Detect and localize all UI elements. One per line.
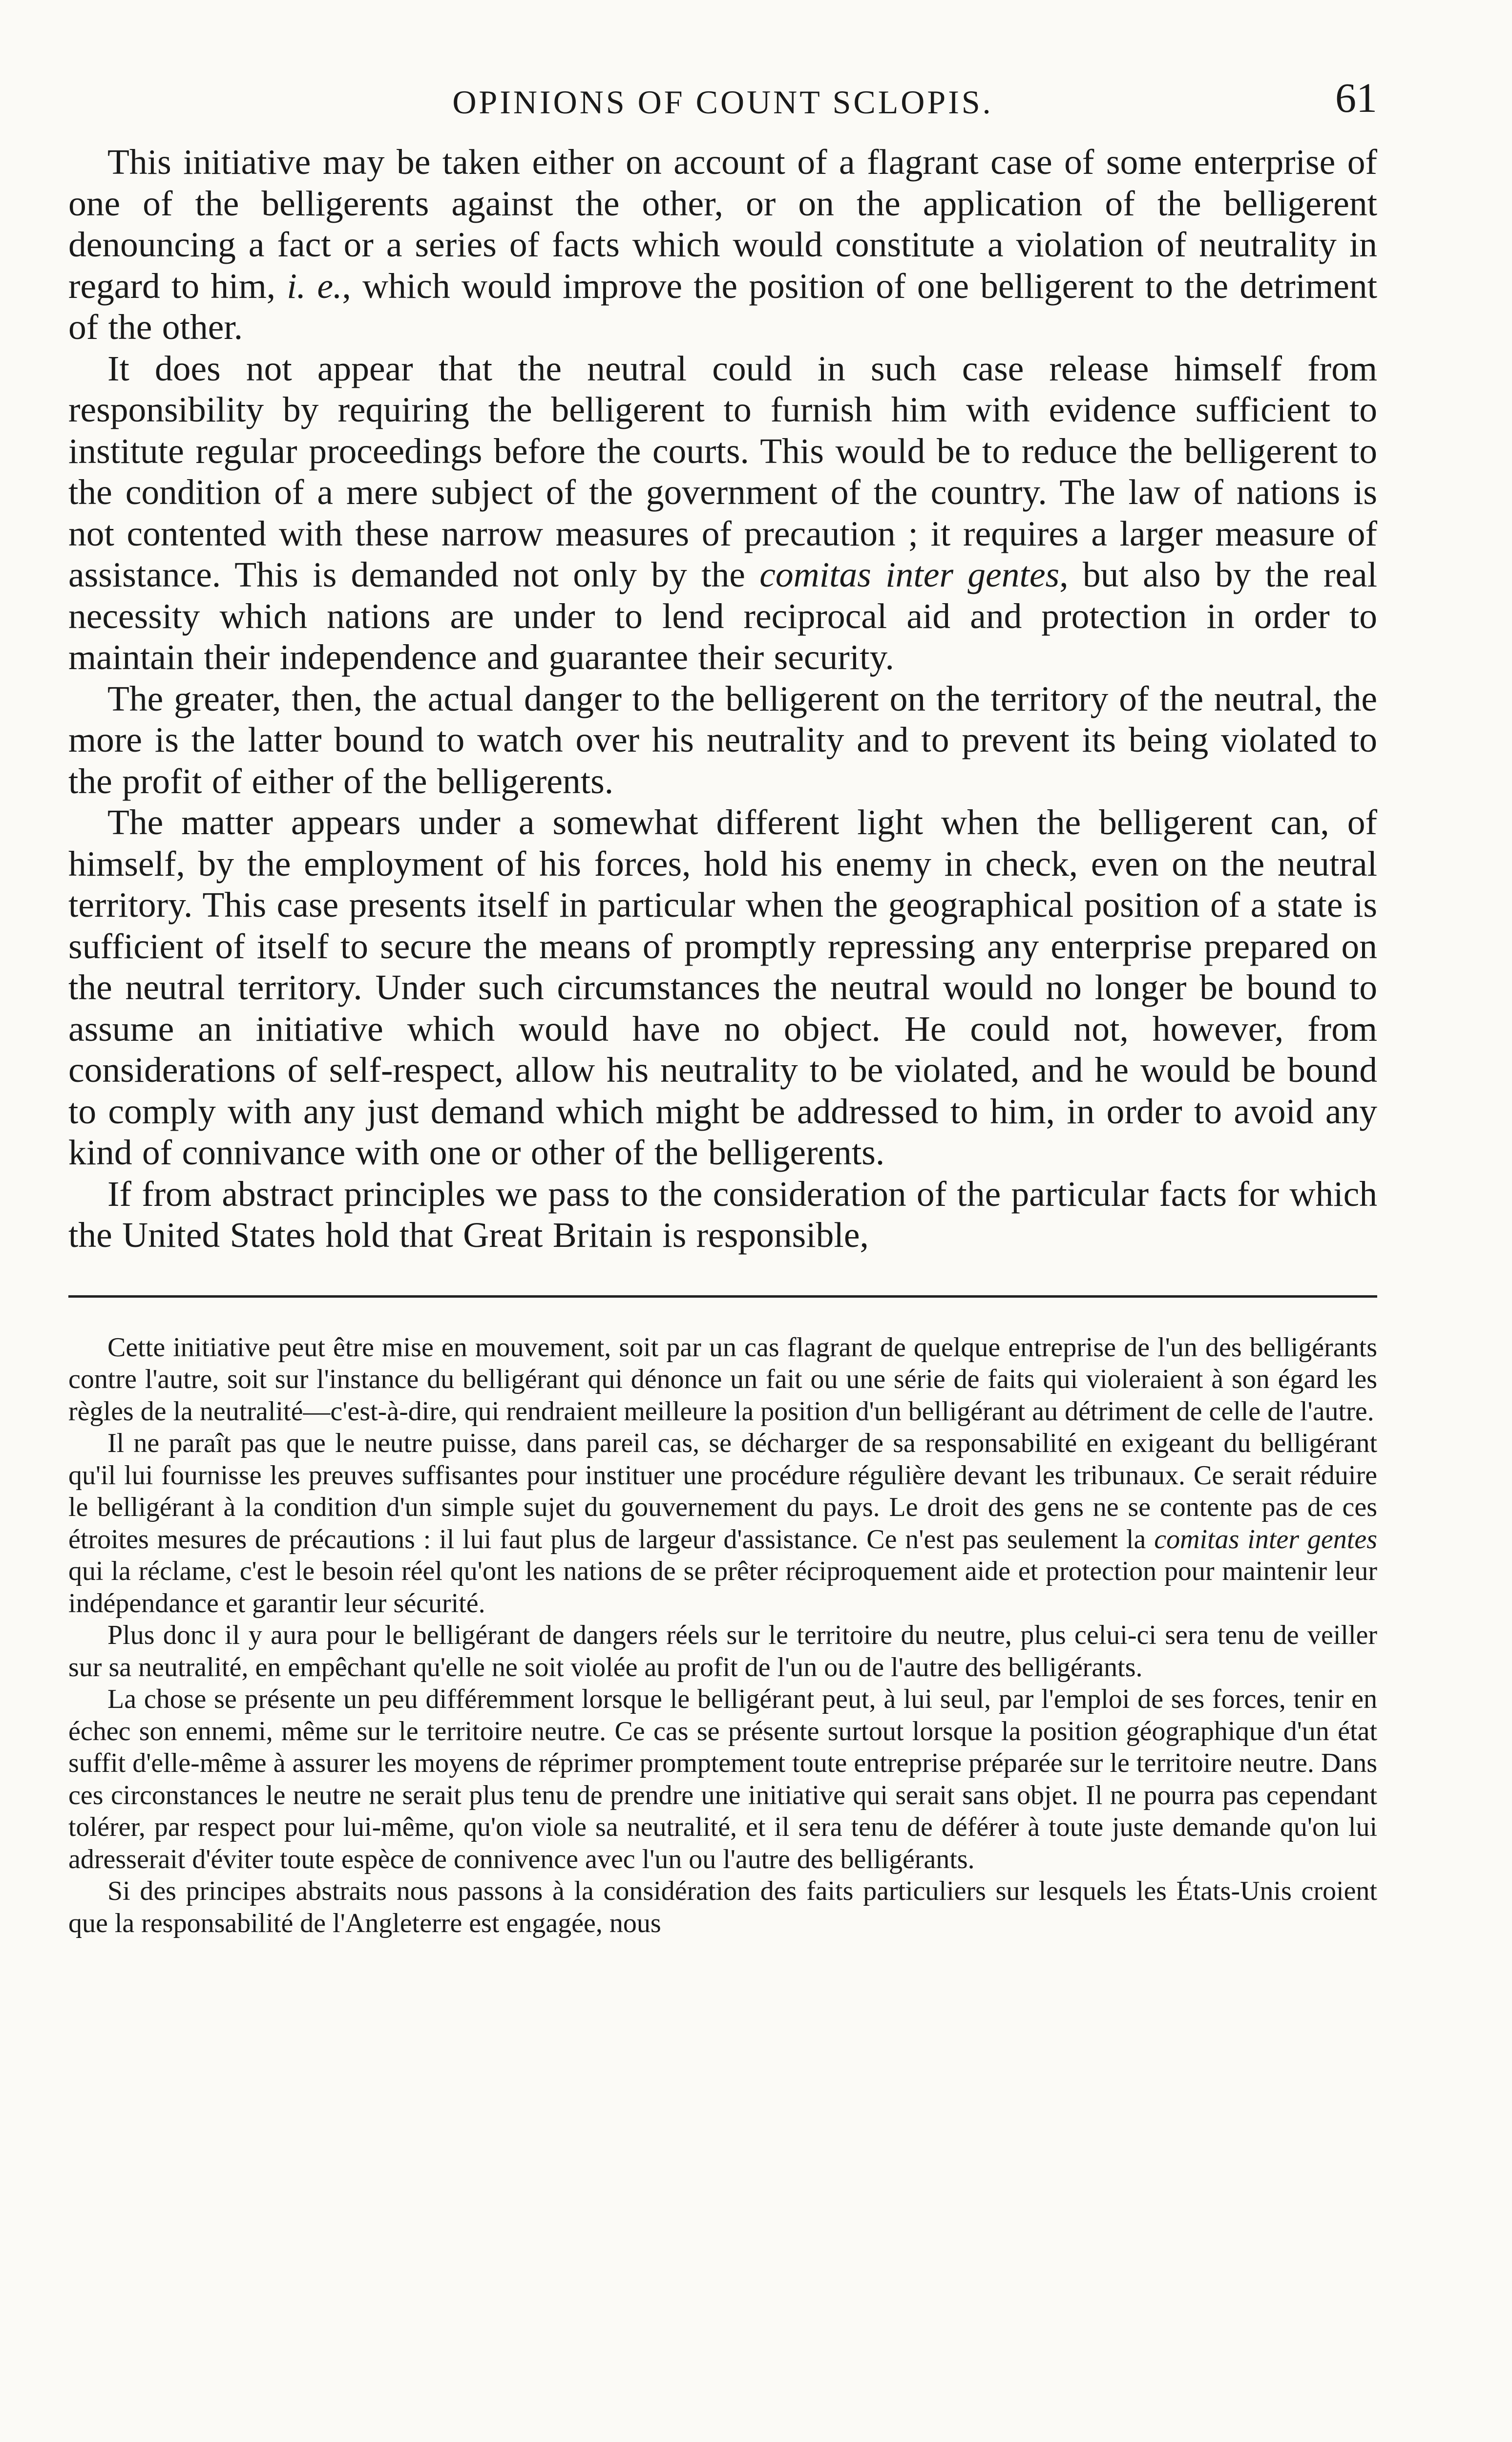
footnote-paragraph: Si des principes abstraits nous passons à la considération des faits particuliers sur lesquels les États-Unis croient que la responsabilité de l'Angleterre est engagée, nous [68,1876,1377,1938]
document-page [68,68,1377,2442]
main-text [68,142,1377,1256]
footnote-paragraph: Cette initiative peut être mise en mouvement, soit par un cas flagrant de quelque entreprise de l'un des belligérants contre l'autre, soit sur l'instance du belligérant qui dénonce un fait ou une série de faits qui violeraient à son égard les règles de la neutralité—c'est-à-dire, qui rendraient meilleure la position d'un belligérant au détriment de celle de l'autre. [68,1332,1377,1427]
running-title: OPINIONS OF COUNT SCLOPIS. [452,84,993,121]
footnote-paragraph: La chose se présente un peu différemment lorsque le belligérant peut, à lui seul, par l'emploi de ses forces, tenir en échec son ennemi, même sur le territoire neutre. Ce cas se présente surtout lorsque la position géographique d'un état suffit d'elle-même à assurer les moyens de réprimer promptement toute entreprise préparée sur le territoire neutre. Dans ces circonstances le neutre ne serait plus tenu de prendre une initiative qui serait sans objet. Il ne pourra pas cependant tolérer, par respect pour lui-même, qu'on viole sa neutralité, et il sera tenu de déférer à toute juste demande qu'on lui adresserait d'éviter toute espèce de connivence avec l'un ou l'autre des belligérants. [68,1684,1377,1874]
page-number: 61 [1335,74,1377,121]
main-paragraph: This initiative may be taken either on account of a flagrant case of some enterprise of one of the belligerents against the other, or on the application of the belligerent denouncing a fact or a series of facts which would constitute a violation of neutrality in regard to him, i. e., which would improve the position of one belligerent to the detriment of the other. [68,142,1377,347]
main-paragraph: The greater, then, the actual danger to the belligerent on the territory of the neutral, the more is the latter bound to watch over his neutrality and to prevent its being violated to the profit of either of the belligerents. [68,678,1377,801]
french-footnote [68,1332,1377,1940]
main-paragraph: The matter appears under a somewhat different light when the belligerent can, of himself, by the employment of his forces, hold his enemy in check, even on the neutral territory. This case presents itself in particular when the geographical position of a state is sufficient of itself to secure the means of promptly repressing any enterprise prepared on the neutral territory. Under such circumstances the neutral would no longer be bound to assume an initiative which would have no object. He could not, however, from considerations of self-respect, allow his neutrality to be violated, and he would be bound to comply with any just demand which might be addressed to him, in order to avoid any kind of connivance with one or other of the belligerents. [68,802,1377,1172]
main-paragraph: It does not appear that the neutral could in such case release himself from responsibility by requiring the belligerent to furnish him with evidence sufficient to institute regular proceedings before the courts. This would be to reduce the belligerent to the condition of a mere subject of the government of the country. The law of nations is not contented with these narrow measures of precaution ; it requires a larger measure of assistance. This is demanded not only by the comitas inter gentes, but also by the real necessity which nations are under to lend reciprocal aid and protection in order to maintain their independence and guarantee their security. [68,348,1378,677]
footnote-paragraph: Plus donc il y aura pour le belligérant de dangers réels sur le territoire du neutre, plus celui-ci sera tenu de veiller sur sa neutralité, en empêchant qu'elle ne soit violée au profit de l'un ou de l'autre des belligérants. [68,1620,1377,1683]
footnote-paragraph: Il ne paraît pas que le neutre puisse, dans pareil cas, se décharger de sa responsabilité en exigeant du belligérant qu'il lui fournisse les preuves suffisantes pour instituer une procédure régulière devant les tribunaux. Ce serait réduire le belligérant à la condition d'un simple sujet du gouvernement du pays. Le droit des gens ne se contente pas de ces étroites mesures de précautions : il lui faut plus de largeur d'assistance. Ce n'est pas seulement la comitas inter gentes qui la réclame, c'est le besoin réel qu'ont les nations de se prêter réciproquement aide et protection pour maintenir leur indépendance et garantir leur sécurité. [68,1428,1377,1619]
page-header [68,68,1377,142]
main-paragraph: If from abstract principles we pass to the consideration of the particular facts for which the United States hold that Great Britain is responsible, [68,1174,1377,1255]
footnote-divider [68,1295,1377,1298]
